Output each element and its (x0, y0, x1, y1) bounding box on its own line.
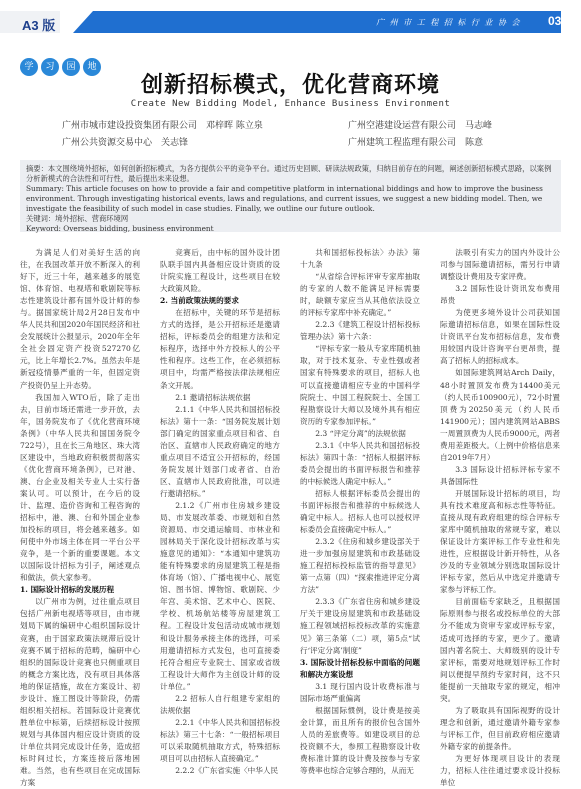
body-column (20, 247, 140, 789)
paragraph: 2.2.3《建筑工程设计招标投标管理办法》第十六条： (300, 320, 420, 342)
page-number: 03 (548, 14, 562, 28)
paragraph: 目前面临专家缺乏，且根据国际原则参与报名或投标单位的大部分不能成为资审专家或评标专家，适成可选择的专家，更少了。邀请国内著名院士、大师级别的设计专家评标，需要对地规划评标工作时间以便提早预约专家时间，这不只能提前一天抽取专家的规定，相冲突。 (440, 597, 560, 703)
body-column (160, 247, 280, 777)
paragraph: 2.3.3《广东省住房和城乡建设厅关于建设房屋建筑和市政基础设施工程领域招标投标改革的实施意见》第三条第（二）项，第5点“试行‘评定分离’制度” (300, 597, 420, 655)
paragraph: 如国际建筑网站Arch Daily，48小时置顶发布费为14400美元（约人民币100900元），72小时置顶费为20250美元（约人民币141900元）；国内建筑网站ABBS一周置顶费为人民币9000元，两者费用差距极大。（上例中价格信息来自2019年7月） (440, 368, 560, 462)
paragraph: “从省综合评标评审专家库抽取的专家的人数不能满足评标需要时，缺额专家应当从其他依法设立的评标专家库中补充确定。” (300, 272, 420, 318)
author-line: 广州公共资源交易中心 关志锋 (62, 138, 189, 148)
paragraph: 3.1 现行国内设计收费标准与国际市场严重偏离 (300, 681, 420, 703)
abstract-zh: 摘要：本文围绕境外招标，如何创新招标模式，为各方提供公平的竞争平台。通过历史回顾、研读法规政策，归纳目前存在的问题，阐述创新招标模式思路，以案例分析新模式的合法性和可行性，最后提出未来设想。 (26, 164, 552, 183)
section-heading: 3. 国际设计招标投标中面临的问题和解决方案设想 (300, 657, 420, 679)
body-column (300, 247, 420, 777)
paragraph: 为更好体现项目设计的表现力，招标人往往通过要求设计投标单位 (440, 753, 560, 788)
author-line: 广州市城市建设投资集团有限公司 邓梓晖 陈立泉 (62, 121, 263, 131)
paragraph: 根据国际惯例，设计费是按美金计算，而且所有的报价包含国外人员的差旅费等。如建设项目的总投资额不大，参照工程勘察设计收费标准计算的设计费及按参与专家等费率也综合定够合理的，从而无 (300, 705, 420, 776)
author-line: 广州空港建设运营有限公司 马志峰 (348, 121, 493, 131)
journal-banner (93, 11, 561, 33)
paragraph: 2.2.2《广东省实施〈中华人民 (175, 766, 279, 776)
section-heading: 2. 当前政策法规的要求 (160, 296, 239, 306)
paragraph: 2.3.2《住房和城乡建设部关于进一步加强房屋建筑和市政基础设施工程招标投标监管的指导意见》第一点第（四）“探索推进评定分离方法” (300, 537, 420, 595)
body-column (440, 247, 560, 789)
issue-label: A3 版 (22, 18, 56, 33)
paragraph: 开展国际设计招标的项目，均具有技术难度高和标志性等特征。直接从现有政府组建的综合评标专家库中随机抽取的常规专家，难以保证设计方案评标工作专业性和先进性，应根据设计新开特性，从各沙及的专业领域分别选取国际设计评标专家，然后从中选定并邀请专家参与评标工作。 (440, 488, 560, 595)
abstract-box (20, 160, 561, 232)
paragraph: 在招标中，关键的环节是招标方式的选择，是公开招标还是邀请招标，评标委员会的组建方法和定标程序，选择中外方投标人的公平性和程序。这些工作，在必须招标项目中，均需严格按法律法规相应条文开展。 (160, 308, 280, 390)
article-subtitle: Create New Bidding Model, Enhance Business Environment (130, 99, 451, 109)
paragraph: 3.2 国际性设计资讯发布费用昂贵 (440, 284, 560, 306)
keywords-zh: 关键词：境外招标、营商环境网 (26, 214, 129, 223)
category-char: 学 (20, 58, 38, 76)
paragraph: 2.1.1《中华人民共和国招标投标法》第十一条：“国务院发展计划部门确定的国家重点项目和省、自治区、直辖市人民政府确定的地方重点项目不适宜公开招标的，经国务院发展计划部门或者省、自治区、直辖市人民政府批准，可以进行邀请招标。” (160, 404, 280, 498)
category-char: 地 (83, 58, 101, 76)
paragraph: 2.2.1《中华人民共和国招标投标法》第三十七条：“一般招标项目可以采取随机抽取方式，特殊招标项目可以由招标人直接确定。” (160, 717, 280, 763)
section-heading: 1. 国际设计招标的发展历程 (20, 585, 115, 595)
page-header (0, 0, 581, 34)
paragraph: 2.2 招标人自行组建专家组的法规依据 (160, 693, 280, 715)
paragraph: 2.3.1《中华人民共和国招标投标法》第四十条：“招标人根据评标委员会提出的书面评标报告和推荐的中标候选人确定中标人。” (300, 440, 420, 486)
category-char: 习 (41, 58, 59, 76)
article-title: 创新招标模式，优化营商环境 (140, 73, 440, 98)
paragraph: 共和国招标投标法〉办法》第十九条 (300, 248, 420, 270)
paragraph: 招标人根据评标委员会提出的书面评标报告和推荐的中标候选人确定中标人。招标人也可以授权评标委员会直接确定中标人。” (300, 488, 420, 535)
keywords-en: Keyword: Overseas bidding, business environment (26, 224, 214, 233)
journal-name: 广 州 市 工 程 招 标 行 业 协 会 (376, 18, 521, 27)
paragraph: 3.3 国际设计招标评标专家不具备国际性 (440, 464, 560, 486)
paragraph: 2.1 邀请招标法规依据 (175, 392, 251, 402)
paragraph: 法吸引有实力的国内外设计公司参与国际邀请招标，需另行申请调整设计费用及专家评费。 (440, 248, 560, 282)
paragraph: 竞赛后，由中标的国外设计团队联手国内具备相应设计资质的设计院实施工程设计，这些项目在较大政策风险。 (160, 248, 280, 294)
paragraph: 2.3 “评定分离”的法规依据 (315, 428, 406, 438)
paragraph: 2.1.2《广州市住房城乡建设局、市发展改革委、市规划和自然资源局、市交通运输局、市林业和园林局关于深化设计招标改革与实施意见的通知》：“本通知中建筑功能有特殊要求的房屋建筑工程是指体育场（馆）、广播电视中心、展览馆、图书馆、博物馆、歌剧院、少年宫、美术馆、艺术中心、医院、学校、机场航站楼等房屋建筑工程。工程设计发包活动成城市规划和设计服务承接主体的选择，可采用邀请招标方式发包，也可直接委托符合相应专业院士、国家或省级工程设计大师作为主创设计师的设计单位。” (160, 500, 280, 691)
paragraph: 以广州市为例，过往重点项目包括广州新电视塔等项目，由市规划局下属的编研中心组织国际设计竞赛，由于国家政策法规滞后设计竞赛不属于招标的范畴，编研中心组织的国际设计竞赛也只侧重项目的概念方案比选，没有项目具体落地的保证措施，故在方案设计、初步设计、施工图设计等阶段，仍需组织相关招标。若国际设计竞赛优胜单位中标第，后续招标设计按照规划与具体国内相应设计资质的设计单位共同完成设计任务，造成招标时间过长，方案连接后落地困难。当然，也有些项目在完成国际方案 (20, 597, 140, 788)
paragraph: 我国加入WTO后，除了走出去，目前市场还需进一步开放，去年，国务院发布了《优化营商环境条例》（中华人民共和国国务院令722号），且在长三角地区、珠大湾区建设中，当地政府积极贯彻落实《优化营商环境条例》，已对港、澳、台企业及相关专业人士实行备案认可。可以预计，在今后的设计、监理、造价咨询和工程咨询的招标中，港、澳、台和外国企业参加投标的项目，将会越来越多。如何使中外市场主体在同一平台公平竞争，是一个新的重要课题。本文以国际设计招标为引子，阐述观点和做法，供大家参考。 (20, 392, 140, 583)
category-char: 园 (62, 58, 80, 76)
author-line: 广州建筑工程监理有限公司 陈意 (348, 138, 484, 148)
abstract-en: Summary: This article focuses on how to provide a fair and competitive platform in international biddings and how to improve the business environment. Through investigating historical events, laws and regulations, and current issues, we suggest a new bidding model. Then, we investigate the feasibility of such model in case studies. Finally, we outline our future outlook. (26, 184, 543, 213)
paragraph: 为满足人们对美好生活的向往，在我国改革开放不断深入的利好下，近三十年，越来越多的展览馆、体育馆、电视塔和歌剧院等标志性建筑设计都有国外设计师的参与。据国家统计局2月28日发布中华人民共和国2020年国民经济和社会发展统计公报显示，2020年全年全社会固定资产投资527270亿元，比上年增长2.7%。虽然去年是新冠疫情暴严重的一年，但固定资产投资仍呈上升态势。 (20, 248, 140, 390)
paragraph: 为使更多境外设计公司获知国际邀请招标信息，如果在国际性设计资讯平台发布招标信息，发布费用较国内设计咨询平台更昂贵，提高了招标人的招标成本。 (440, 308, 560, 366)
paragraph: “评标专家一般从专家库随机抽取，对于技术复杂、专业性强或者国家有特殊要求的项目，招标人也可以直接邀请相应专业的中国科学院院士、中国工程院院士、全国工程勘察设计大师以及境外具有相应资历的专家参加评标。” (300, 344, 420, 426)
paragraph: 为了吸取具有国际视野的设计理念和创新，通过邀请外籍专家参与评标工作，但目前政府相应邀请外籍专家的前提条件。 (440, 705, 560, 751)
